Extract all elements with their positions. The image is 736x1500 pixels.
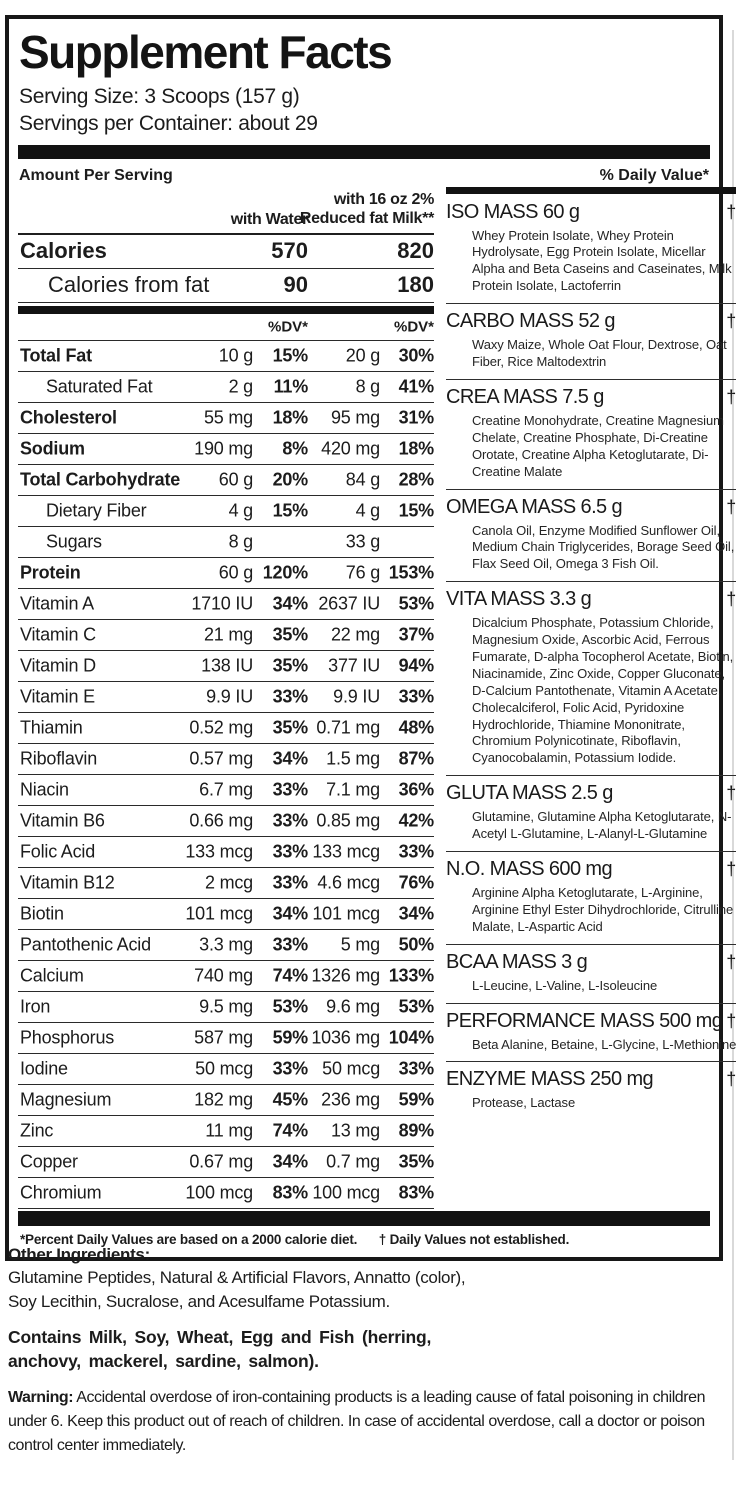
amount-with-water: 21 mg	[203, 624, 253, 645]
nutrient-row	[18, 1085, 434, 1116]
amount-with-water: 60 g	[218, 562, 253, 583]
amount-with-water: 3.3 mg	[199, 934, 253, 955]
amount-with-milk: 33 g	[345, 531, 380, 552]
dv-with-milk: 76%	[398, 872, 434, 893]
nutrient-row	[18, 620, 434, 651]
amount-with-water: 2 mcg	[204, 872, 253, 893]
dv-with-milk: 48%	[398, 717, 434, 738]
dv-with-milk: 104%	[388, 1027, 434, 1048]
blend-ingredients: Waxy Maize, Whole Oat Flour, Dextrose, Oat Fiber, Rice Maltodextrin	[472, 337, 727, 370]
blend-ingredients: Dicalcium Phosphate, Potassium Chloride, Magnesium Oxide, Ascorbic Acid, Ferrous Fumarate, D-alpha Tocopherol Acetate, Biotin, Niacinamide, Zinc Oxide, Copper Gluconate, D-Calcium Pantothenate, Vitamin A Acetate, Cholecalciferol, Folic Acid, Pyridoxine Hydrochloride, Thiamine Mononitrate, Chromium Polynicotinate, Riboflavin, Cyanocobalamin, Potassium Iodide.	[472, 615, 734, 766]
amount-with-milk: 95 mg	[330, 407, 380, 428]
nutrient-row	[18, 403, 434, 434]
column-header-milk-line2: Reduced fat Milk**	[299, 210, 434, 228]
contains-line: Contains Milk, Soy, Wheat, Egg and Fish (herring,	[8, 1327, 432, 1347]
amount-with-milk: 9.9 IU	[333, 686, 380, 707]
dv-subheader-milk: %DV*	[393, 318, 434, 336]
nutrient-label: Vitamin B12	[20, 872, 115, 893]
amount-with-water: 100 mcg	[185, 1182, 253, 1203]
blend-section	[446, 304, 736, 380]
nutrient-label: Vitamin C	[20, 624, 96, 645]
separator-bar-right	[446, 187, 736, 194]
blend-name: ENZYME MASS 250 mg	[446, 1068, 654, 1091]
nutrient-label: Pantothenic Acid	[20, 934, 151, 955]
dv-with-milk: 53%	[398, 996, 434, 1017]
dv-with-water: 74%	[272, 965, 308, 986]
dv-with-water: 33%	[272, 779, 308, 800]
other-ingredients-section	[8, 1243, 724, 1313]
dv-with-milk: 59%	[398, 1089, 434, 1110]
nutrient-label: Folic Acid	[20, 841, 96, 862]
blend-name: PERFORMANCE MASS 500 mg	[446, 1009, 723, 1032]
amount-with-milk: 100 mcg	[312, 1182, 380, 1203]
blend-name: BCAA MASS 3 g	[446, 950, 588, 973]
nutrient-row	[18, 713, 434, 744]
nutrient-label: Vitamin A	[20, 593, 94, 614]
footnote-daily-values: *Percent Daily Values are based on a 2000 calorie diet.	[20, 1231, 358, 1247]
serving-size: Serving Size: 3 Scoops (157 g)	[19, 84, 300, 108]
dv-with-water: 59%	[272, 1027, 308, 1048]
dv-with-milk: 36%	[398, 779, 434, 800]
nutrient-row	[18, 806, 434, 837]
dv-with-water: 53%	[272, 996, 308, 1017]
supplement-facts-panel	[5, 15, 736, 1261]
calories-from-fat-water-value: 90	[283, 272, 308, 298]
calories-from-fat-milk-value: 180	[397, 272, 434, 298]
blend-ingredients: Glutamine, Glutamine Alpha Ketoglutarate, N-Acetyl L-Glutamine, L-Alanyl-L-Glutamine	[472, 809, 732, 842]
nutrient-row	[18, 1147, 434, 1178]
blend-name: CARBO MASS 52 g	[446, 310, 615, 333]
amount-with-milk: 50 mcg	[322, 1058, 380, 1079]
blend-ingredients: Arginine Alpha Ketoglutarate, L-Arginine, Arginine Ethyl Ester Dihydrochloride, Citrulline Malate, L-Aspartic Acid	[472, 884, 734, 934]
blend-name: GLUTA MASS 2.5 g	[446, 782, 613, 805]
blend-ingredients: Canola Oil, Enzyme Modified Sunflower Oil, Medium Chain Triglycerides, Borage Seed Oil, Flax Seed Oil, Omega 3 Fish Oil.	[472, 522, 735, 572]
nutrient-row	[18, 930, 434, 961]
servings-per-container: Servings per Container: about 29	[19, 111, 318, 135]
nutrition-table	[18, 185, 434, 1209]
amount-with-water: 190 mg	[194, 438, 253, 459]
blend-header	[446, 198, 736, 228]
dv-with-milk: 31%	[398, 407, 434, 428]
amount-with-milk: 8 g	[355, 376, 380, 397]
dagger-icon: †	[726, 1069, 736, 1090]
blend-name: ISO MASS 60 g	[446, 200, 580, 223]
nutrient-row	[18, 372, 434, 403]
separator-bar-bottom	[18, 1211, 710, 1226]
blend-section	[446, 195, 736, 305]
blend-section	[446, 776, 736, 852]
dv-with-water: 35%	[272, 655, 308, 676]
blend-name: N.O. MASS 600 mg	[446, 857, 613, 880]
amount-with-water: 0.67 mg	[189, 1151, 253, 1172]
amount-with-milk: 5 mg	[340, 934, 380, 955]
dv-with-water: 45%	[272, 1089, 308, 1110]
amount-with-milk: 1326 mg	[311, 965, 380, 986]
amount-with-water: 6.7 mg	[199, 779, 253, 800]
calories-from-fat-row	[18, 269, 434, 303]
dagger-icon: †	[726, 386, 736, 407]
nutrient-label: Sodium	[20, 438, 85, 459]
amount-with-water: 740 mg	[194, 965, 253, 986]
amount-with-milk: 4.6 mcg	[317, 872, 380, 893]
blend-header	[446, 307, 736, 337]
amount-with-milk: 22 mg	[330, 624, 380, 645]
nutrient-row	[18, 496, 434, 527]
dv-with-milk: 30%	[398, 345, 434, 366]
panel-title: Supplement Facts	[19, 26, 392, 78]
dv-with-water: 18%	[272, 407, 308, 428]
nutrient-label: Protein	[20, 562, 81, 583]
nutrient-row	[18, 899, 434, 930]
blend-header	[446, 779, 736, 809]
amount-with-water: 9.9 IU	[206, 686, 253, 707]
warning-section	[8, 1386, 722, 1458]
nutrient-row	[18, 868, 434, 899]
amount-with-milk: 1.5 mg	[326, 748, 380, 769]
column-header-water: with Water	[230, 210, 308, 228]
dv-with-water: 11%	[273, 376, 308, 397]
calories-water-value: 570	[271, 238, 308, 264]
dv-with-milk: 33%	[398, 1058, 434, 1079]
nutrient-label: Vitamin D	[20, 655, 96, 676]
calories-label: Calories	[20, 238, 107, 264]
nutrient-row	[18, 682, 434, 713]
nutrient-label: Niacin	[20, 779, 69, 800]
amount-with-water: 8 g	[228, 531, 253, 552]
nutrient-row	[18, 1023, 434, 1054]
dagger-icon: †	[726, 783, 736, 804]
dv-with-water: 33%	[272, 686, 308, 707]
amount-with-water: 133 mcg	[185, 841, 253, 862]
nutrient-row	[18, 434, 434, 465]
nutrient-row	[18, 1116, 434, 1147]
blend-section	[446, 380, 736, 490]
blends-panel	[446, 185, 736, 1209]
amount-with-water: 10 g	[218, 345, 253, 366]
dv-with-milk: 133%	[388, 965, 434, 986]
blend-ingredients: Whey Protein Isolate, Whey Protein Hydrolysate, Egg Protein Isolate, Micellar Alpha and Beta Caseins and Caseinates, Milk Protein Isolate, Lactoferrin	[472, 227, 732, 294]
dv-with-milk: 28%	[398, 469, 434, 490]
dv-with-water: 33%	[272, 872, 308, 893]
nutrient-label: Copper	[20, 1151, 78, 1172]
nutrient-label: Vitamin B6	[20, 810, 105, 831]
amount-with-milk: 2637 IU	[318, 593, 380, 614]
dv-with-water: 15%	[272, 345, 308, 366]
amount-with-milk: 377 IU	[328, 655, 380, 676]
dv-with-milk: 35%	[398, 1151, 434, 1172]
warning-text: Accidental overdose of iron-containing products is a leading cause of fatal poisoning in children under 6. Keep this product out of reach of children. In case of accidental overdose, call a doctor or poison control center immediately.	[8, 1389, 706, 1454]
nutrient-label: Magnesium	[20, 1089, 112, 1110]
dv-with-milk: 153%	[388, 562, 434, 583]
dv-with-milk: 89%	[398, 1120, 434, 1141]
nutrient-label: Total Carbohydrate	[20, 469, 181, 490]
blend-name: VITA MASS 3.3 g	[446, 588, 592, 611]
amount-with-water: 0.66 mg	[189, 810, 253, 831]
dv-with-milk: 94%	[398, 655, 434, 676]
separator-bar-mid	[18, 306, 434, 314]
nutrient-label: Iron	[20, 996, 51, 1017]
dv-with-water: 20%	[272, 469, 308, 490]
dagger-icon: †	[726, 496, 736, 517]
nutrient-row	[18, 744, 434, 775]
amount-with-water: 1710 IU	[191, 593, 253, 614]
blend-header	[446, 948, 736, 978]
dv-with-milk: 37%	[398, 624, 434, 645]
dv-with-water: 33%	[272, 841, 308, 862]
dv-with-milk: 33%	[398, 686, 434, 707]
dv-with-milk: 33%	[398, 841, 434, 862]
dv-with-milk: 87%	[398, 748, 434, 769]
dagger-icon: †	[726, 201, 736, 222]
amount-with-milk: 4 g	[355, 500, 380, 521]
nutrient-label: Total Fat	[20, 345, 92, 366]
amount-with-milk: 9.6 mg	[326, 996, 380, 1017]
amount-with-water: 101 mcg	[185, 903, 253, 924]
amount-with-milk: 420 mg	[321, 438, 380, 459]
nutrient-row	[18, 341, 434, 372]
dv-with-milk: 15%	[398, 500, 434, 521]
column-headers	[18, 185, 434, 235]
blend-section	[446, 852, 736, 945]
amount-with-milk: 101 mcg	[312, 903, 380, 924]
amount-with-water: 2 g	[228, 376, 253, 397]
dv-with-water: 83%	[272, 1182, 308, 1203]
dv-with-water: 8%	[282, 438, 308, 459]
blend-header	[446, 855, 736, 885]
dagger-icon: †	[726, 1010, 736, 1031]
amount-with-milk: 0.71 mg	[316, 717, 380, 738]
amount-with-water: 182 mg	[194, 1089, 253, 1110]
nutrient-label: Phosphorus	[20, 1027, 115, 1048]
amount-with-water: 50 mcg	[195, 1058, 253, 1079]
contains-statement	[8, 1326, 724, 1374]
nutrient-row	[18, 527, 434, 558]
column-header-milk-line1: with 16 oz 2%	[333, 191, 434, 209]
daily-value-header: % Daily Value*	[599, 166, 709, 184]
dv-with-water: 34%	[272, 903, 308, 924]
dv-with-water: 34%	[272, 593, 308, 614]
blend-section	[446, 945, 736, 1004]
blend-header	[446, 585, 736, 615]
amount-with-water: 4 g	[228, 500, 253, 521]
dv-with-water: 34%	[272, 1151, 308, 1172]
nutrient-row	[18, 651, 434, 682]
amount-per-serving-label: Amount Per Serving	[19, 166, 173, 184]
dagger-icon: †	[726, 311, 736, 332]
amount-with-water: 0.52 mg	[189, 717, 253, 738]
footnote-not-established: † Daily Values not established.	[378, 1231, 570, 1247]
amount-with-water: 138 IU	[201, 655, 253, 676]
dv-with-water: 35%	[272, 624, 308, 645]
blend-header	[446, 1065, 736, 1095]
nutrient-label: Iodine	[20, 1058, 68, 1079]
blend-header	[446, 1007, 736, 1037]
nutrient-row	[18, 992, 434, 1023]
dv-with-water: 34%	[272, 748, 308, 769]
nutrient-label: Biotin	[20, 903, 64, 924]
dv-with-milk: 83%	[398, 1182, 434, 1203]
dv-with-water: 35%	[272, 717, 308, 738]
amount-with-water: 11 mg	[205, 1120, 253, 1141]
blend-section	[446, 490, 736, 583]
dv-with-milk: 50%	[398, 934, 434, 955]
calories-row	[18, 235, 434, 269]
amount-with-milk: 133 mcg	[312, 841, 380, 862]
dv-with-water: 33%	[272, 1058, 308, 1079]
blend-ingredients: Creatine Monohydrate, Creatine Magnesium Chelate, Creatine Phosphate, Di-Creatine Orotate, Creatine Alpha Ketoglutarate, Di-Creatine Malate	[472, 412, 724, 479]
amount-with-milk: 0.85 mg	[316, 810, 380, 831]
dv-with-water: 74%	[272, 1120, 308, 1141]
contains-line: anchovy, mackerel, sardine, salmon).	[8, 1350, 319, 1371]
amount-with-water: 587 mg	[194, 1027, 253, 1048]
amount-with-water: 55 mg	[203, 407, 253, 428]
nutrient-row	[18, 558, 434, 589]
dv-with-water: 120%	[262, 562, 308, 583]
calories-milk-value: 820	[397, 238, 434, 264]
dv-with-milk: 53%	[398, 593, 434, 614]
other-ingredients-heading: Other Ingredients:	[8, 1245, 150, 1264]
amount-with-water: 0.57 mg	[189, 748, 253, 769]
blend-section	[446, 582, 736, 776]
separator-bar-top	[18, 145, 710, 159]
nutrient-label: Zinc	[20, 1120, 54, 1141]
nutrient-row	[18, 1178, 434, 1209]
amount-with-milk: 20 g	[345, 345, 380, 366]
calories-from-fat-label: Calories from fat	[48, 272, 210, 298]
amount-with-water: 60 g	[218, 469, 253, 490]
blend-name: CREA MASS 7.5 g	[446, 385, 604, 408]
blend-name: OMEGA MASS 6.5 g	[446, 495, 623, 518]
dv-subheader-water: %DV*	[267, 318, 308, 336]
dv-with-milk: 34%	[398, 903, 434, 924]
dagger-icon: †	[726, 589, 736, 610]
nutrient-row	[18, 961, 434, 992]
column-header-milk	[300, 190, 434, 228]
nutrient-label: Thiamin	[20, 717, 83, 738]
nutrient-label: Vitamin E	[20, 686, 95, 707]
nutrient-rows	[18, 341, 434, 1209]
blend-section	[446, 1062, 736, 1120]
blend-sections	[446, 195, 736, 1121]
amount-with-milk: 84 g	[345, 469, 380, 490]
nutrient-row	[18, 837, 434, 868]
other-ingredients-line: Glutamine Peptides, Natural & Artificial Flavors, Annatto (color),	[8, 1268, 466, 1288]
nutrient-label: Cholesterol	[20, 407, 117, 428]
dv-with-water: 15%	[272, 500, 308, 521]
dv-subheader-row	[18, 314, 434, 341]
other-ingredients-line: Soy Lecithin, Sucralose, and Acesulfame Potassium.	[8, 1291, 390, 1311]
blend-header	[446, 383, 736, 413]
dv-with-water: 33%	[272, 934, 308, 955]
table-header-row	[18, 166, 710, 185]
nutrient-row	[18, 465, 434, 496]
dv-with-milk: 18%	[398, 438, 434, 459]
nutrient-label: Sugars	[46, 531, 102, 552]
nutrient-label: Riboflavin	[20, 748, 98, 769]
dagger-icon: †	[726, 858, 736, 879]
nutrient-row	[18, 1054, 434, 1085]
dv-with-milk: 41%	[398, 376, 434, 397]
panel-content	[18, 185, 736, 1209]
blend-header	[446, 493, 736, 523]
amount-with-milk: 0.7 mg	[326, 1151, 380, 1172]
warning-label: Warning:	[8, 1389, 74, 1406]
blend-section	[446, 1004, 736, 1063]
amount-with-milk: 7.1 mg	[326, 779, 380, 800]
nutrient-label: Calcium	[20, 965, 84, 986]
nutrient-row	[18, 589, 434, 620]
amount-with-milk: 76 g	[345, 562, 380, 583]
dv-with-milk: 42%	[398, 810, 434, 831]
blend-ingredients: Protease, Lactase	[472, 1095, 576, 1111]
nutrient-label: Chromium	[20, 1182, 102, 1203]
amount-with-milk: 1036 mg	[311, 1027, 380, 1048]
amount-with-milk: 13 mg	[330, 1120, 380, 1141]
nutrient-label: Dietary Fiber	[46, 500, 147, 521]
blend-ingredients: L-Leucine, L-Valine, L-Isoleucine	[472, 977, 658, 993]
dagger-icon: †	[726, 951, 736, 972]
amount-with-milk: 236 mg	[321, 1089, 380, 1110]
amount-with-water: 9.5 mg	[199, 996, 253, 1017]
dv-with-water: 33%	[272, 810, 308, 831]
nutrient-label: Saturated Fat	[46, 376, 153, 397]
nutrient-row	[18, 775, 434, 806]
blend-ingredients: Beta Alanine, Betaine, L-Glycine, L-Methionine	[472, 1036, 736, 1052]
